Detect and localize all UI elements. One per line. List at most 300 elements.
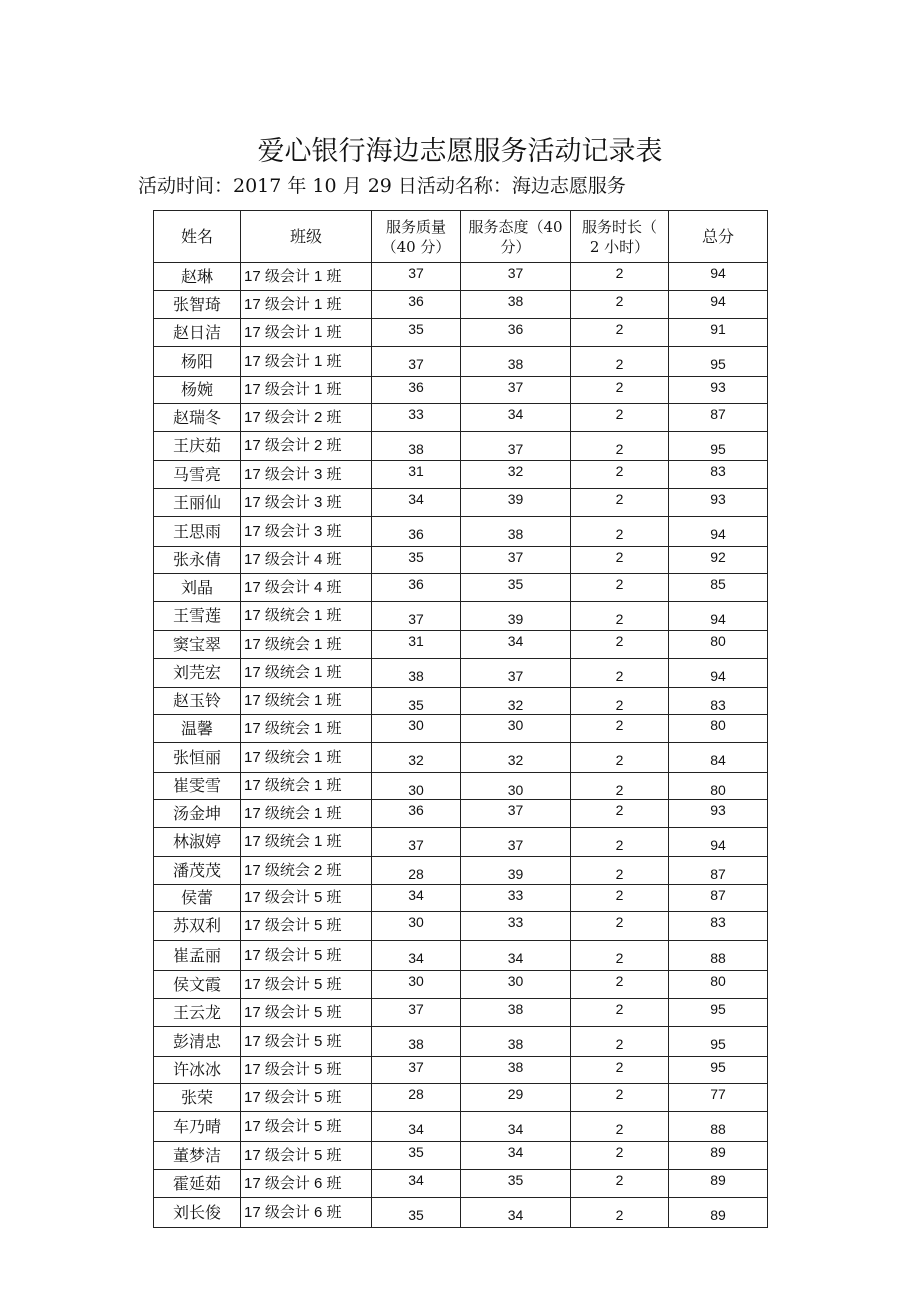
name-cell-text: 王丽仙 [172,492,221,512]
attitude-cell [461,602,571,631]
table-row [154,659,768,688]
total-cell [669,574,768,602]
hours-cell-text: 2 [615,441,624,457]
class-cell [241,602,372,631]
name-cell [154,999,241,1027]
class-cell-text: 17 级会计 2 班 [244,408,342,426]
table-row [154,319,768,347]
quality-cell [372,999,461,1027]
quality-cell [372,715,461,743]
table-row [154,800,768,828]
name-cell-text: 霍延茹 [172,1173,221,1193]
total-cell [669,404,768,432]
quality-cell-text: 28 [408,1086,424,1102]
table-row [154,688,768,715]
total-cell [669,800,768,828]
name-cell-text: 张智琦 [172,294,221,314]
table-row [154,631,768,659]
total-cell [669,377,768,404]
class-cell [241,800,372,828]
hours-cell-text: 2 [615,1172,624,1188]
header-hours-line2: 2 小时） [589,237,650,256]
quality-cell-text: 28 [408,866,424,882]
total-cell-text: 92 [710,549,726,565]
total-cell [669,1170,768,1198]
hours-cell-text: 2 [615,379,624,395]
quality-cell-text: 35 [408,697,424,713]
hours-cell [571,489,669,517]
class-cell [241,1142,372,1170]
total-cell [669,347,768,377]
attitude-cell-text: 39 [507,866,524,882]
attitude-cell [461,688,571,715]
attitude-cell-text: 38 [507,526,524,542]
class-cell-text: 17 级会计 1 班 [244,267,342,285]
attitude-cell [461,800,571,828]
quality-cell-text: 37 [408,356,424,372]
name-cell-text: 潘茂茂 [172,860,221,880]
quality-cell [372,857,461,885]
name-cell [154,547,241,574]
total-cell-text: 94 [710,837,726,853]
total-cell-text: 83 [710,914,726,930]
attitude-cell [461,715,571,743]
quality-cell [372,263,461,291]
class-cell [241,1084,372,1112]
hours-cell-text: 2 [615,526,624,542]
attitude-cell [461,574,571,602]
attitude-cell-text: 37 [507,265,524,281]
header-class: 班级 [241,211,372,263]
quality-cell [372,885,461,912]
hours-cell [571,547,669,574]
name-cell-text: 侯文霞 [172,974,221,994]
hours-cell [571,1084,669,1112]
total-cell [669,1027,768,1057]
quality-cell [372,1198,461,1228]
quality-cell-text: 38 [408,441,424,457]
quality-cell-text: 36 [408,576,424,592]
name-cell [154,263,241,291]
hours-cell-text: 2 [615,356,624,372]
attitude-cell-text: 34 [507,1207,524,1223]
name-cell-text: 赵玉铃 [172,691,221,710]
attitude-cell-text: 30 [507,973,524,989]
hours-cell-text: 2 [615,406,624,422]
attitude-cell-text: 32 [507,697,524,713]
name-cell [154,971,241,999]
quality-cell [372,377,461,404]
class-cell [241,1170,372,1198]
class-cell [241,404,372,432]
total-cell-text: 80 [710,717,726,733]
quality-cell-text: 31 [408,463,424,479]
class-cell-text: 17 级会计 5 班 [244,1146,342,1164]
total-cell-text: 94 [710,293,726,309]
attitude-cell [461,1112,571,1142]
quality-cell [372,773,461,800]
hours-cell-text: 2 [615,1207,624,1223]
hours-cell-text: 2 [615,802,624,818]
hours-cell [571,319,669,347]
class-cell-text: 17 级会计 5 班 [244,946,342,964]
name-cell [154,1027,241,1057]
attitude-cell [461,1142,571,1170]
total-cell [669,602,768,631]
quality-cell-text: 37 [408,265,424,281]
quality-cell [372,1057,461,1084]
class-cell-text: 17 级会计 5 班 [244,1088,342,1106]
name-cell [154,574,241,602]
hours-cell [571,885,669,912]
quality-cell-text: 37 [408,1001,424,1017]
name-cell-text: 刘长俊 [172,1202,221,1222]
attitude-cell [461,517,571,547]
quality-cell [372,743,461,773]
header-attitude-line2: 分） [500,237,531,256]
quality-cell [372,800,461,828]
total-cell-text: 84 [710,752,726,768]
name-cell [154,1142,241,1170]
hours-cell [571,263,669,291]
name-cell [154,319,241,347]
total-cell-text: 80 [710,782,726,798]
table-row [154,347,768,377]
class-cell [241,971,372,999]
hours-cell [571,1142,669,1170]
class-cell [241,461,372,489]
quality-cell-text: 34 [408,491,424,507]
hours-cell [571,631,669,659]
table-row [154,461,768,489]
attitude-cell-text: 29 [507,1086,524,1102]
hours-cell [571,404,669,432]
name-cell-text: 杨阳 [180,351,213,371]
attitude-cell-text: 34 [507,1144,524,1160]
name-cell-text: 张恒丽 [172,747,221,767]
class-cell-text: 17 级会计 6 班 [244,1203,342,1221]
hours-cell-text: 2 [615,549,624,565]
header-name: 姓名 [154,211,241,263]
attitude-cell-text: 38 [507,1036,524,1052]
quality-cell [372,547,461,574]
hours-cell [571,828,669,857]
quality-cell-text: 37 [408,837,424,853]
quality-cell [372,1112,461,1142]
total-cell [669,688,768,715]
class-cell [241,941,372,971]
quality-cell-text: 34 [408,887,424,903]
hours-cell [571,912,669,941]
hours-cell-text: 2 [615,293,624,309]
hours-cell-text: 2 [615,914,624,930]
hours-cell-text: 2 [615,887,624,903]
header-hours [571,211,669,263]
attitude-cell [461,347,571,377]
total-cell-text: 88 [710,950,726,966]
header-quality [372,211,461,263]
class-cell-text: 17 级会计 1 班 [244,323,342,341]
table-row [154,377,768,404]
quality-cell-text: 37 [408,1059,424,1075]
name-cell [154,1198,241,1228]
total-cell-text: 93 [710,379,726,395]
quality-cell [372,461,461,489]
header-hours-line1: 服务时长（ [581,217,657,236]
name-cell [154,461,241,489]
attitude-cell-text: 37 [507,668,524,684]
attitude-cell-text: 32 [507,463,524,479]
class-cell [241,1198,372,1228]
header-attitude-line1: 服务态度（40 [468,217,563,236]
name-cell-text: 杨婉 [180,380,213,399]
table-row [154,1198,768,1228]
total-cell-text: 83 [710,697,726,713]
total-cell [669,631,768,659]
name-cell-text: 赵瑞冬 [172,407,221,427]
hours-cell-text: 2 [615,463,624,479]
hours-cell [571,347,669,377]
quality-cell-text: 30 [408,717,424,733]
name-cell [154,800,241,828]
quality-cell [372,432,461,461]
name-cell [154,941,241,971]
class-cell-text: 17 级会计 4 班 [244,578,342,596]
total-cell-text: 94 [710,668,726,684]
name-cell-text: 王雪莲 [172,606,221,625]
attitude-cell [461,291,571,319]
class-cell [241,263,372,291]
table-row [154,971,768,999]
total-cell [669,1112,768,1142]
hours-cell-text: 2 [615,973,624,989]
total-cell-text: 89 [710,1172,726,1188]
attitude-cell-text: 30 [507,782,524,798]
hours-cell-text: 2 [615,1086,624,1102]
header-attitude [461,211,571,263]
name-cell [154,404,241,432]
class-cell-text: 17 级会计 6 班 [244,1174,342,1192]
total-cell [669,743,768,773]
total-cell [669,773,768,800]
attitude-cell [461,404,571,432]
attitude-cell-text: 39 [507,491,524,507]
name-cell [154,489,241,517]
attitude-cell-text: 38 [507,1059,524,1075]
name-cell-text: 窦宝翠 [172,634,221,654]
total-cell-text: 91 [710,321,726,337]
class-cell [241,688,372,715]
hours-cell-text: 2 [615,950,624,966]
attitude-cell-text: 34 [507,1121,524,1137]
class-cell-text: 17 级会计 5 班 [244,1061,342,1078]
total-cell [669,828,768,857]
table-row [154,263,768,291]
table-row [154,1112,768,1142]
table-row [154,574,768,602]
hours-cell [571,432,669,461]
name-cell-text: 王云龙 [172,1002,221,1022]
class-cell [241,1112,372,1142]
quality-cell-text: 35 [408,321,424,337]
quality-cell-text: 34 [408,1172,424,1188]
attitude-cell [461,1057,571,1084]
quality-cell-text: 35 [408,549,424,565]
total-cell-text: 77 [710,1086,726,1102]
total-cell-text: 89 [710,1207,726,1223]
class-cell [241,631,372,659]
class-cell-text: 17 级会计 2 班 [244,437,342,454]
hours-cell-text: 2 [615,837,624,853]
quality-cell-text: 30 [408,914,424,930]
hours-cell [571,971,669,999]
table-row [154,291,768,319]
header-quality-line1: 服务质量 [385,217,446,236]
class-cell-text: 17 级会计 5 班 [244,1117,342,1135]
attitude-cell-text: 35 [507,1172,524,1188]
class-cell [241,489,372,517]
attitude-cell [461,743,571,773]
name-cell-text: 赵琳 [180,266,213,286]
quality-cell [372,941,461,971]
class-cell [241,715,372,743]
class-cell-text: 17 级统会 1 班 [244,692,342,709]
class-cell [241,347,372,377]
attitude-cell [461,941,571,971]
hours-cell [571,1027,669,1057]
total-cell-text: 95 [710,356,726,372]
class-cell [241,659,372,688]
table-row [154,885,768,912]
attitude-cell-text: 37 [507,379,524,395]
class-cell [241,828,372,857]
table-row [154,743,768,773]
hours-cell [571,800,669,828]
quality-cell [372,489,461,517]
quality-cell-text: 35 [408,1207,424,1223]
name-cell-text: 温馨 [180,718,213,738]
class-cell [241,377,372,404]
total-cell [669,941,768,971]
name-cell-text: 林淑婷 [172,832,221,851]
hours-cell [571,659,669,688]
table-row [154,828,768,857]
total-cell [669,885,768,912]
hours-cell-text: 2 [615,697,624,713]
name-cell [154,291,241,319]
name-cell [154,1112,241,1142]
hours-cell [571,1112,669,1142]
attitude-cell [461,912,571,941]
total-cell-text: 93 [710,802,726,818]
hours-cell-text: 2 [615,633,624,649]
attitude-cell-text: 34 [507,406,524,422]
hours-cell-text: 2 [615,1144,624,1160]
hours-cell-text: 2 [615,717,624,733]
name-cell [154,828,241,857]
quality-cell [372,602,461,631]
hours-cell [571,941,669,971]
name-cell-text: 刘晶 [180,577,213,597]
table-row [154,1170,768,1198]
total-cell-text: 95 [710,1059,726,1075]
quality-cell-text: 36 [408,802,424,818]
quality-cell [372,659,461,688]
class-cell [241,1057,372,1084]
class-cell-text: 17 级统会 1 班 [244,635,342,653]
name-cell [154,1057,241,1084]
name-cell [154,715,241,743]
quality-cell [372,688,461,715]
name-cell-text: 赵日洁 [172,322,221,342]
hours-cell [571,574,669,602]
quality-cell [372,828,461,857]
attitude-cell [461,1027,571,1057]
table-row [154,715,768,743]
table-row [154,489,768,517]
name-cell-text: 董梦洁 [172,1145,221,1165]
attitude-cell-text: 37 [507,441,524,457]
attitude-cell-text: 36 [507,321,524,337]
name-cell [154,432,241,461]
hours-cell [571,517,669,547]
attitude-cell-text: 37 [507,549,524,565]
name-cell [154,885,241,912]
attitude-cell-text: 30 [507,717,524,733]
activity-info: 活动时间：2017 年 10 月 29 日活动名称：海边志愿服务 [138,175,626,197]
name-cell [154,517,241,547]
name-cell-text: 张永倩 [172,550,221,569]
table-row [154,517,768,547]
quality-cell-text: 32 [408,752,424,768]
class-cell-text: 17 级会计 3 班 [244,522,342,540]
table-row [154,602,768,631]
quality-cell-text: 36 [408,293,424,309]
table-row [154,857,768,885]
name-cell [154,688,241,715]
quality-cell [372,1170,461,1198]
table-row [154,773,768,800]
attitude-cell [461,377,571,404]
table-row [154,941,768,971]
class-cell-text: 17 级会计 5 班 [244,917,342,934]
attitude-cell [461,319,571,347]
quality-cell-text: 38 [408,1036,424,1052]
attitude-cell [461,461,571,489]
hours-cell [571,773,669,800]
total-cell-text: 83 [710,463,726,479]
class-cell-text: 17 级统会 1 班 [244,607,342,624]
total-cell [669,489,768,517]
hours-cell-text: 2 [615,611,624,627]
hours-cell [571,1198,669,1228]
attitude-cell [461,1084,571,1112]
class-cell [241,1027,372,1057]
total-cell [669,461,768,489]
class-cell-text: 17 级统会 1 班 [244,777,342,794]
total-cell [669,263,768,291]
attitude-cell [461,1198,571,1228]
total-cell [669,971,768,999]
attitude-cell [461,999,571,1027]
quality-cell [372,1142,461,1170]
total-cell [669,912,768,941]
name-cell-text: 张荣 [180,1087,213,1107]
attitude-cell-text: 33 [507,887,524,903]
name-cell-text: 马雪亮 [172,464,221,484]
hours-cell [571,602,669,631]
total-cell-text: 94 [710,526,726,542]
